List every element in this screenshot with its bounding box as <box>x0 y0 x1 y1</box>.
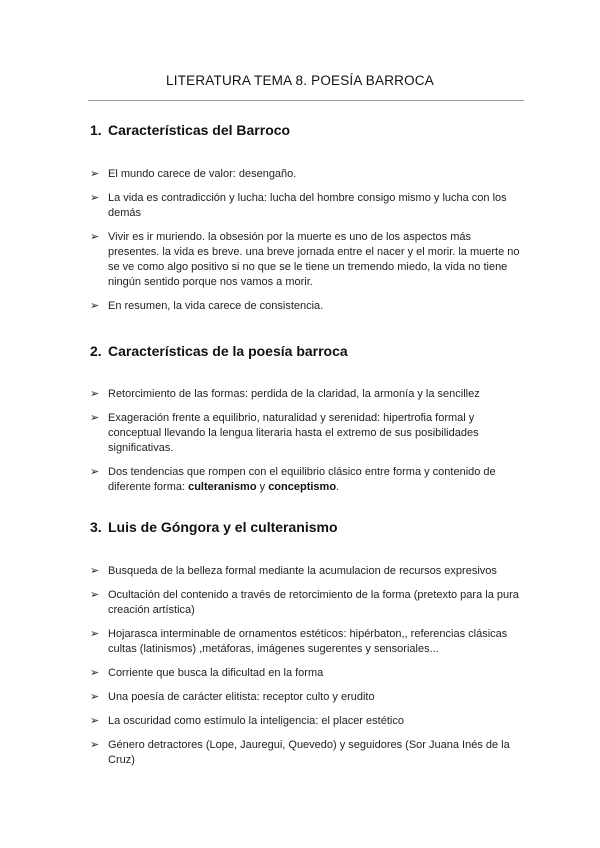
list-item <box>90 465 520 495</box>
list-item <box>90 230 520 290</box>
section-caracteristicas-barroco <box>90 121 520 314</box>
bullet-arrow-icon: ➢ <box>90 565 100 577</box>
list-item <box>90 299 520 314</box>
section-heading <box>90 121 520 139</box>
list-item-text <box>108 466 496 493</box>
list-item-text: En resumen, la vida carece de consistencia. <box>108 300 324 312</box>
bullet-arrow-icon: ➢ <box>90 691 100 703</box>
bullet-list <box>90 564 520 768</box>
bullet-arrow-icon: ➢ <box>90 667 100 679</box>
bullet-arrow-icon: ➢ <box>90 715 100 727</box>
bullet-arrow-icon: ➢ <box>90 300 100 312</box>
list-item-text: La vida es contradicción y lucha: lucha del hombre consigo mismo y lucha con los demás <box>108 192 507 219</box>
list-item-text: La oscuridad como estímulo la inteligencia: el placer estético <box>108 715 404 727</box>
list-item <box>90 738 520 768</box>
list-item <box>90 411 520 456</box>
bullet-arrow-icon: ➢ <box>90 412 100 424</box>
bullet-arrow-icon: ➢ <box>90 388 100 400</box>
list-item <box>90 191 520 221</box>
bullet-arrow-icon: ➢ <box>90 589 100 601</box>
list-item-text: El mundo carece de valor: desengaño. <box>108 168 297 180</box>
section-number: 1. <box>90 122 102 138</box>
bullet-arrow-icon: ➢ <box>90 628 100 640</box>
bullet-arrow-icon: ➢ <box>90 466 100 478</box>
title-divider <box>88 100 524 101</box>
list-item-text: Exageración frente a equilibrio, naturalidad y serenidad: hipertrofia formal y conceptual llevando la lengua literaria hasta el extremo de sus posibilidades significativas. <box>108 412 479 454</box>
list-item <box>90 387 520 402</box>
list-item-text: Género detractores (Lope, Jauregui, Quevedo) y seguidores (Sor Juana Inés de la Cruz) <box>108 739 510 766</box>
section-number: 2. <box>90 343 102 359</box>
list-item-text: Hojarasca interminable de ornamentos estéticos: hipérbaton,, referencias clásicas cultas (latinismos) ,metáforas, imágenes sugerentes y sensoriales... <box>108 628 508 655</box>
section-heading <box>90 342 520 360</box>
bullet-arrow-icon: ➢ <box>90 739 100 751</box>
list-item-text-middle: y <box>256 481 269 493</box>
section-heading <box>90 518 520 536</box>
section-heading-text: Características de la poesía barroca <box>108 343 348 359</box>
document-title: LITERATURA TEMA 8. POESÍA BARROCA <box>166 73 434 88</box>
list-item-text: Corriente que busca la dificultad en la forma <box>108 667 324 679</box>
bullet-list <box>90 387 520 495</box>
list-item-text-end: . <box>336 481 340 493</box>
list-item <box>90 588 520 618</box>
list-item-text: Ocultación del contenido a través de retorcimiento de la forma (pretexto para la pura creación artística) <box>108 589 519 616</box>
term-culteranismo: culteranismo <box>188 481 257 493</box>
list-item <box>90 690 520 705</box>
list-item-text: Vivir es ir muriendo. la obsesión por la muerte es uno de los aspectos más presentes. la vida es breve. una breve jornada entre el nacer y el morir. la muerte no se ve como algo positivo si no que se le tiene un tremendo miedo, la vida no tiene ningún sentido porque nos vamos a morir. <box>108 231 520 288</box>
list-item-text-start: Dos tendencias que rompen con el equilibrio clásico entre forma y contenido de diferente forma: <box>108 466 496 493</box>
list-item <box>90 564 520 579</box>
bullet-list <box>90 167 520 314</box>
list-item-text: Busqueda de la belleza formal mediante la acumulacion de recursos expresivos <box>108 565 497 577</box>
section-heading-text: Características del Barroco <box>108 122 291 138</box>
section-heading-text: Luis de Góngora y el culteranismo <box>108 519 338 535</box>
list-item-text: Retorcimiento de las formas: perdida de la claridad, la armonía y la sencillez <box>108 388 480 400</box>
bullet-arrow-icon: ➢ <box>90 231 100 243</box>
list-item <box>90 167 520 182</box>
section-number: 3. <box>90 519 102 535</box>
term-conceptismo: conceptismo <box>268 481 337 493</box>
section-caracteristicas-poesia <box>90 342 520 495</box>
list-item <box>90 666 520 681</box>
bullet-arrow-icon: ➢ <box>90 192 100 204</box>
bullet-arrow-icon: ➢ <box>90 168 100 180</box>
list-item <box>90 627 520 657</box>
list-item <box>90 714 520 729</box>
list-item-text: Una poesía de carácter elitista: receptor culto y erudito <box>108 691 375 703</box>
section-gongora-culteranismo <box>90 518 520 768</box>
